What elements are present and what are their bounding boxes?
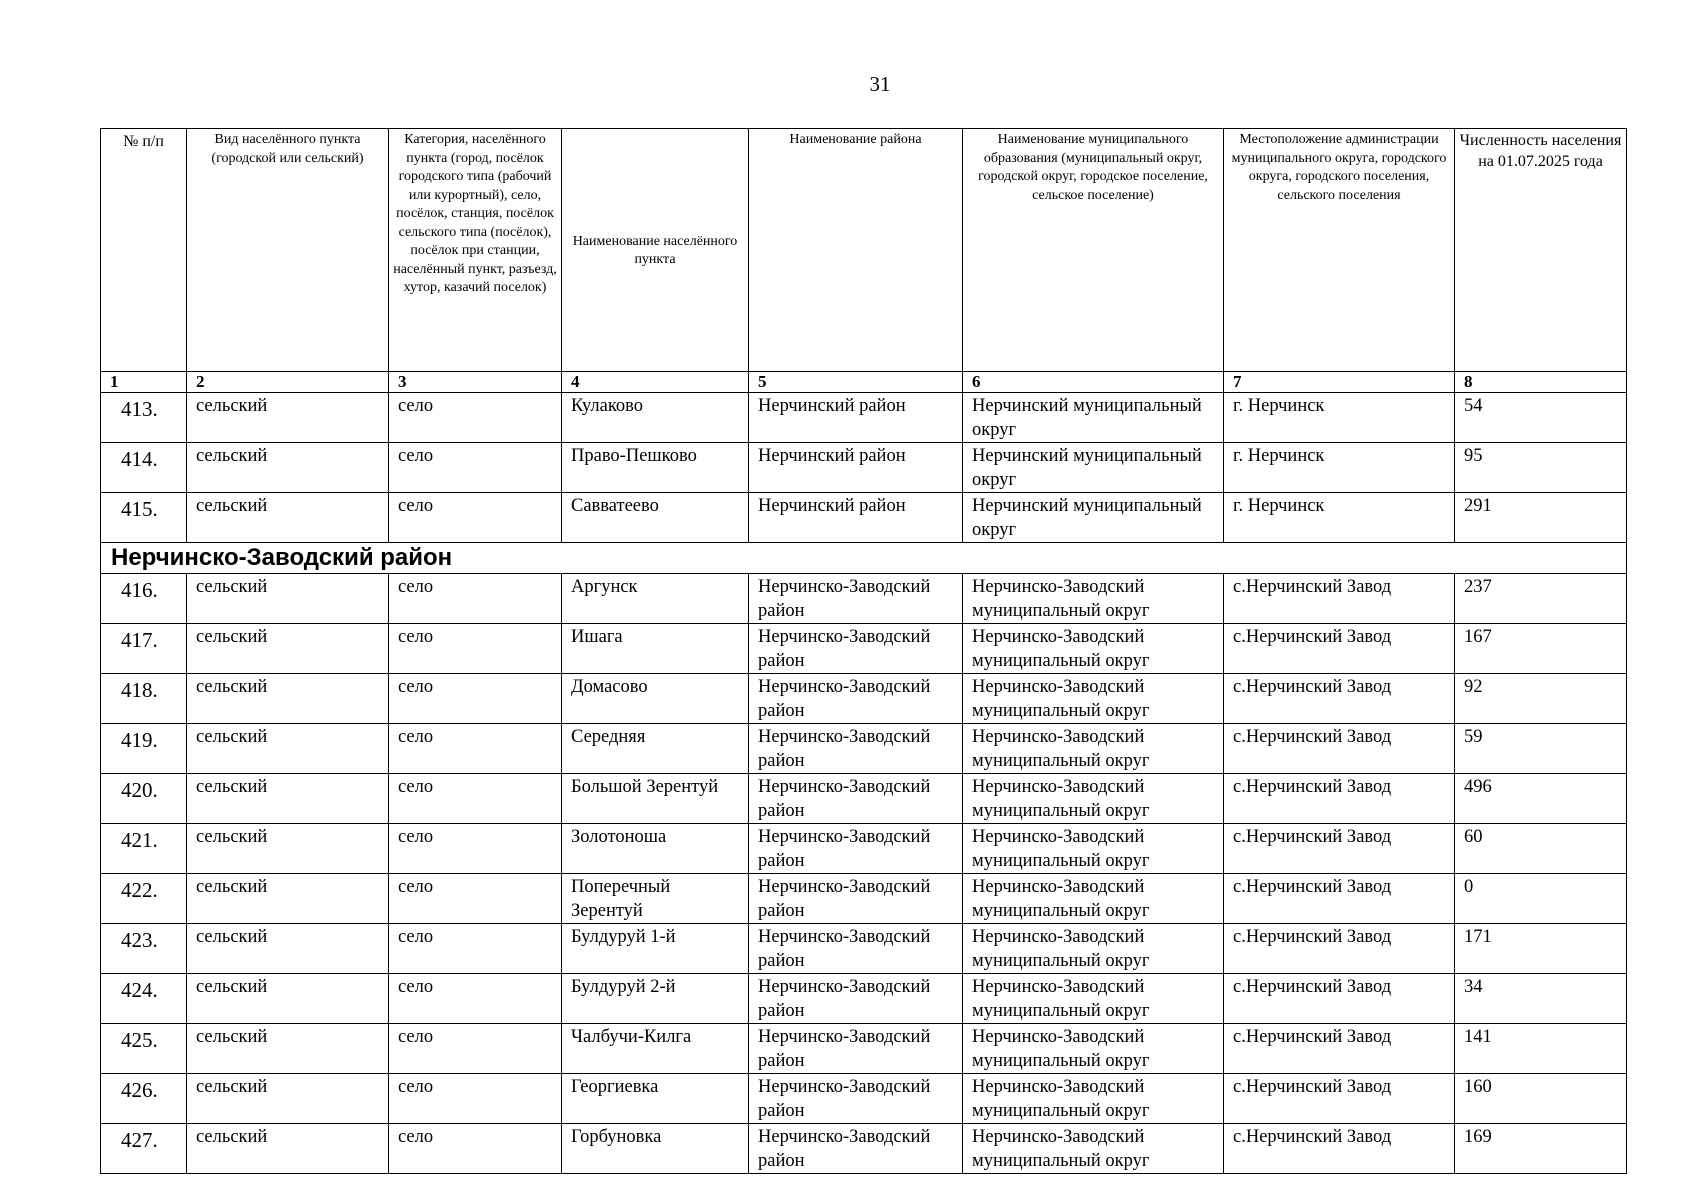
- settlement-type: сельский: [187, 974, 389, 1024]
- admin-location: с.Нерчинский Завод: [1224, 824, 1455, 874]
- header-district: Наименование района: [749, 129, 963, 372]
- table-row: [101, 824, 1627, 874]
- population-count: 141: [1455, 1024, 1627, 1074]
- table-row: [101, 493, 1627, 543]
- population-count: 92: [1455, 674, 1627, 724]
- district-heading-row: [101, 543, 1627, 574]
- row-number: 426.: [101, 1074, 187, 1124]
- header-row: [101, 129, 1627, 372]
- row-number: 424.: [101, 974, 187, 1024]
- header-name: Наименование населённого пункта: [562, 129, 749, 372]
- municipality-name: Нерчинско-Заводский муниципальный округ: [963, 1074, 1224, 1124]
- district-name: Нерчинско-Заводский район: [749, 774, 963, 824]
- table-row: [101, 924, 1627, 974]
- column-number: 3: [389, 372, 562, 393]
- municipality-name: Нерчинско-Заводский муниципальный округ: [963, 924, 1224, 974]
- admin-location: с.Нерчинский Завод: [1224, 1074, 1455, 1124]
- population-count: 160: [1455, 1074, 1627, 1124]
- population-count: 237: [1455, 574, 1627, 624]
- header-num: № п/п: [101, 129, 187, 372]
- table-row: [101, 574, 1627, 624]
- district-name: Нерчинско-Заводский район: [749, 624, 963, 674]
- municipality-name: Нерчинский муниципальный округ: [963, 443, 1224, 493]
- row-number: 419.: [101, 724, 187, 774]
- table-row: [101, 1024, 1627, 1074]
- header-category: Категория, населённого пункта (город, посёлок городского типа (рабочий или курортный), село, посёлок, станция, посёлок сельского типа (посёлок), посёлок при станции, населённый пункт, разъезд, хутор, казачий поселок): [389, 129, 562, 372]
- population-count: 169: [1455, 1124, 1627, 1174]
- settlement-type: сельский: [187, 924, 389, 974]
- district-name: Нерчинско-Заводский район: [749, 874, 963, 924]
- table-row: [101, 393, 1627, 443]
- row-number: 423.: [101, 924, 187, 974]
- municipality-name: Нерчинский муниципальный округ: [963, 493, 1224, 543]
- page-number: 31: [869, 72, 891, 96]
- district-name: Нерчинский район: [749, 493, 963, 543]
- settlement-type: сельский: [187, 874, 389, 924]
- settlement-type: сельский: [187, 674, 389, 724]
- row-number: 414.: [101, 443, 187, 493]
- district-name: Нерчинский район: [749, 393, 963, 443]
- table-row: [101, 443, 1627, 493]
- municipality-name: Нерчинско-Заводский муниципальный округ: [963, 674, 1224, 724]
- settlement-name: Георгиевка: [562, 1074, 749, 1124]
- admin-location: г. Нерчинск: [1224, 443, 1455, 493]
- admin-location: с.Нерчинский Завод: [1224, 874, 1455, 924]
- settlement-name: Ишага: [562, 624, 749, 674]
- settlement-name: Булдуруй 2-й: [562, 974, 749, 1024]
- district-name: Нерчинско-Заводский район: [749, 974, 963, 1024]
- population-count: 291: [1455, 493, 1627, 543]
- settlement-name: Середняя: [562, 724, 749, 774]
- settlement-category: село: [389, 574, 562, 624]
- population-count: 60: [1455, 824, 1627, 874]
- settlement-name: Поперечный Зерентуй: [562, 874, 749, 924]
- settlement-name: Золотоноша: [562, 824, 749, 874]
- table-row: [101, 974, 1627, 1024]
- population-count: 54: [1455, 393, 1627, 443]
- district-name: Нерчинско-Заводский район: [749, 724, 963, 774]
- row-number: 425.: [101, 1024, 187, 1074]
- settlement-name: Чалбучи-Килга: [562, 1024, 749, 1074]
- admin-location: с.Нерчинский Завод: [1224, 924, 1455, 974]
- table-row: [101, 1074, 1627, 1124]
- column-number: 4: [562, 372, 749, 393]
- settlement-type: сельский: [187, 774, 389, 824]
- settlement-type: сельский: [187, 1074, 389, 1124]
- admin-location: г. Нерчинск: [1224, 393, 1455, 443]
- municipality-name: Нерчинско-Заводский муниципальный округ: [963, 824, 1224, 874]
- settlement-name: Домасово: [562, 674, 749, 724]
- municipality-name: Нерчинско-Заводский муниципальный округ: [963, 974, 1224, 1024]
- municipality-name: Нерчинско-Заводский муниципальный округ: [963, 724, 1224, 774]
- settlement-name: Савватеево: [562, 493, 749, 543]
- settlement-category: село: [389, 1074, 562, 1124]
- row-number: 420.: [101, 774, 187, 824]
- admin-location: г. Нерчинск: [1224, 493, 1455, 543]
- settlement-category: село: [389, 774, 562, 824]
- settlement-type: сельский: [187, 393, 389, 443]
- municipality-name: Нерчинско-Заводский муниципальный округ: [963, 574, 1224, 624]
- settlement-category: село: [389, 974, 562, 1024]
- table-row: [101, 724, 1627, 774]
- header-type: Вид населённого пункта (городской или сельский): [187, 129, 389, 372]
- settlement-type: сельский: [187, 1124, 389, 1174]
- column-number: 2: [187, 372, 389, 393]
- settlement-name: Кулаково: [562, 393, 749, 443]
- municipality-name: Нерчинско-Заводский муниципальный округ: [963, 874, 1224, 924]
- district-name: Нерчинско-Заводский район: [749, 1074, 963, 1124]
- row-number: 418.: [101, 674, 187, 724]
- settlement-category: село: [389, 824, 562, 874]
- population-count: 0: [1455, 874, 1627, 924]
- settlement-type: сельский: [187, 624, 389, 674]
- district-name: Нерчинско-Заводский район: [749, 1024, 963, 1074]
- settlement-name: Аргунск: [562, 574, 749, 624]
- column-number: 6: [963, 372, 1224, 393]
- settlement-category: село: [389, 674, 562, 724]
- population-count: 34: [1455, 974, 1627, 1024]
- district-name: Нерчинско-Заводский район: [749, 674, 963, 724]
- table-row: [101, 624, 1627, 674]
- column-number: 1: [101, 372, 187, 393]
- municipality-name: Нерчинско-Заводский муниципальный округ: [963, 1124, 1224, 1174]
- district-name: Нерчинско-Заводский район: [749, 824, 963, 874]
- table-row: [101, 1124, 1627, 1174]
- district-heading: Нерчинско-Заводский район: [101, 543, 1627, 574]
- admin-location: с.Нерчинский Завод: [1224, 974, 1455, 1024]
- settlement-name: Булдуруй 1-й: [562, 924, 749, 974]
- row-number: 416.: [101, 574, 187, 624]
- column-number: 8: [1455, 372, 1627, 393]
- population-count: 171: [1455, 924, 1627, 974]
- table-row: [101, 774, 1627, 824]
- settlement-category: село: [389, 924, 562, 974]
- municipality-name: Нерчинско-Заводский муниципальный округ: [963, 624, 1224, 674]
- admin-location: с.Нерчинский Завод: [1224, 724, 1455, 774]
- column-number-row: [101, 372, 1627, 393]
- admin-location: с.Нерчинский Завод: [1224, 574, 1455, 624]
- settlement-type: сельский: [187, 493, 389, 543]
- settlement-type: сельский: [187, 574, 389, 624]
- settlement-category: село: [389, 874, 562, 924]
- settlement-category: село: [389, 1024, 562, 1074]
- header-admin-location: Местоположение администрации муниципального округа, городского округа, городского поселения, сельского поселения: [1224, 129, 1455, 372]
- municipality-name: Нерчинско-Заводский муниципальный округ: [963, 774, 1224, 824]
- district-name: Нерчинско-Заводский район: [749, 574, 963, 624]
- district-name: Нерчинско-Заводский район: [749, 924, 963, 974]
- settlement-name: Горбуновка: [562, 1124, 749, 1174]
- admin-location: с.Нерчинский Завод: [1224, 1124, 1455, 1174]
- settlement-name: Большой Зерентуй: [562, 774, 749, 824]
- row-number: 415.: [101, 493, 187, 543]
- table-row: [101, 674, 1627, 724]
- settlement-name: Право-Пешково: [562, 443, 749, 493]
- admin-location: с.Нерчинский Завод: [1224, 774, 1455, 824]
- row-number: 427.: [101, 1124, 187, 1174]
- row-number: 413.: [101, 393, 187, 443]
- header-population: Численность населения на 01.07.2025 года: [1455, 129, 1627, 372]
- district-name: Нерчинский район: [749, 443, 963, 493]
- settlement-category: село: [389, 624, 562, 674]
- settlement-type: сельский: [187, 824, 389, 874]
- population-count: 167: [1455, 624, 1627, 674]
- settlement-category: село: [389, 393, 562, 443]
- row-number: 417.: [101, 624, 187, 674]
- settlement-category: село: [389, 443, 562, 493]
- table-row: [101, 874, 1627, 924]
- admin-location: с.Нерчинский Завод: [1224, 674, 1455, 724]
- row-number: 421.: [101, 824, 187, 874]
- settlement-category: село: [389, 1124, 562, 1174]
- municipality-name: Нерчинский муниципальный округ: [963, 393, 1224, 443]
- settlement-type: сельский: [187, 443, 389, 493]
- municipality-name: Нерчинско-Заводский муниципальный округ: [963, 1024, 1224, 1074]
- settlement-category: село: [389, 493, 562, 543]
- settlements-table: [100, 128, 1627, 1174]
- population-count: 496: [1455, 774, 1627, 824]
- settlement-type: сельский: [187, 724, 389, 774]
- population-count: 95: [1455, 443, 1627, 493]
- admin-location: с.Нерчинский Завод: [1224, 624, 1455, 674]
- admin-location: с.Нерчинский Завод: [1224, 1024, 1455, 1074]
- population-count: 59: [1455, 724, 1627, 774]
- header-municipality: Наименование муниципального образования (муниципальный округ, городской округ, городское поселение, сельское поселение): [963, 129, 1224, 372]
- column-number: 7: [1224, 372, 1455, 393]
- settlement-category: село: [389, 724, 562, 774]
- row-number: 422.: [101, 874, 187, 924]
- district-name: Нерчинско-Заводский район: [749, 1124, 963, 1174]
- column-number: 5: [749, 372, 963, 393]
- settlement-type: сельский: [187, 1024, 389, 1074]
